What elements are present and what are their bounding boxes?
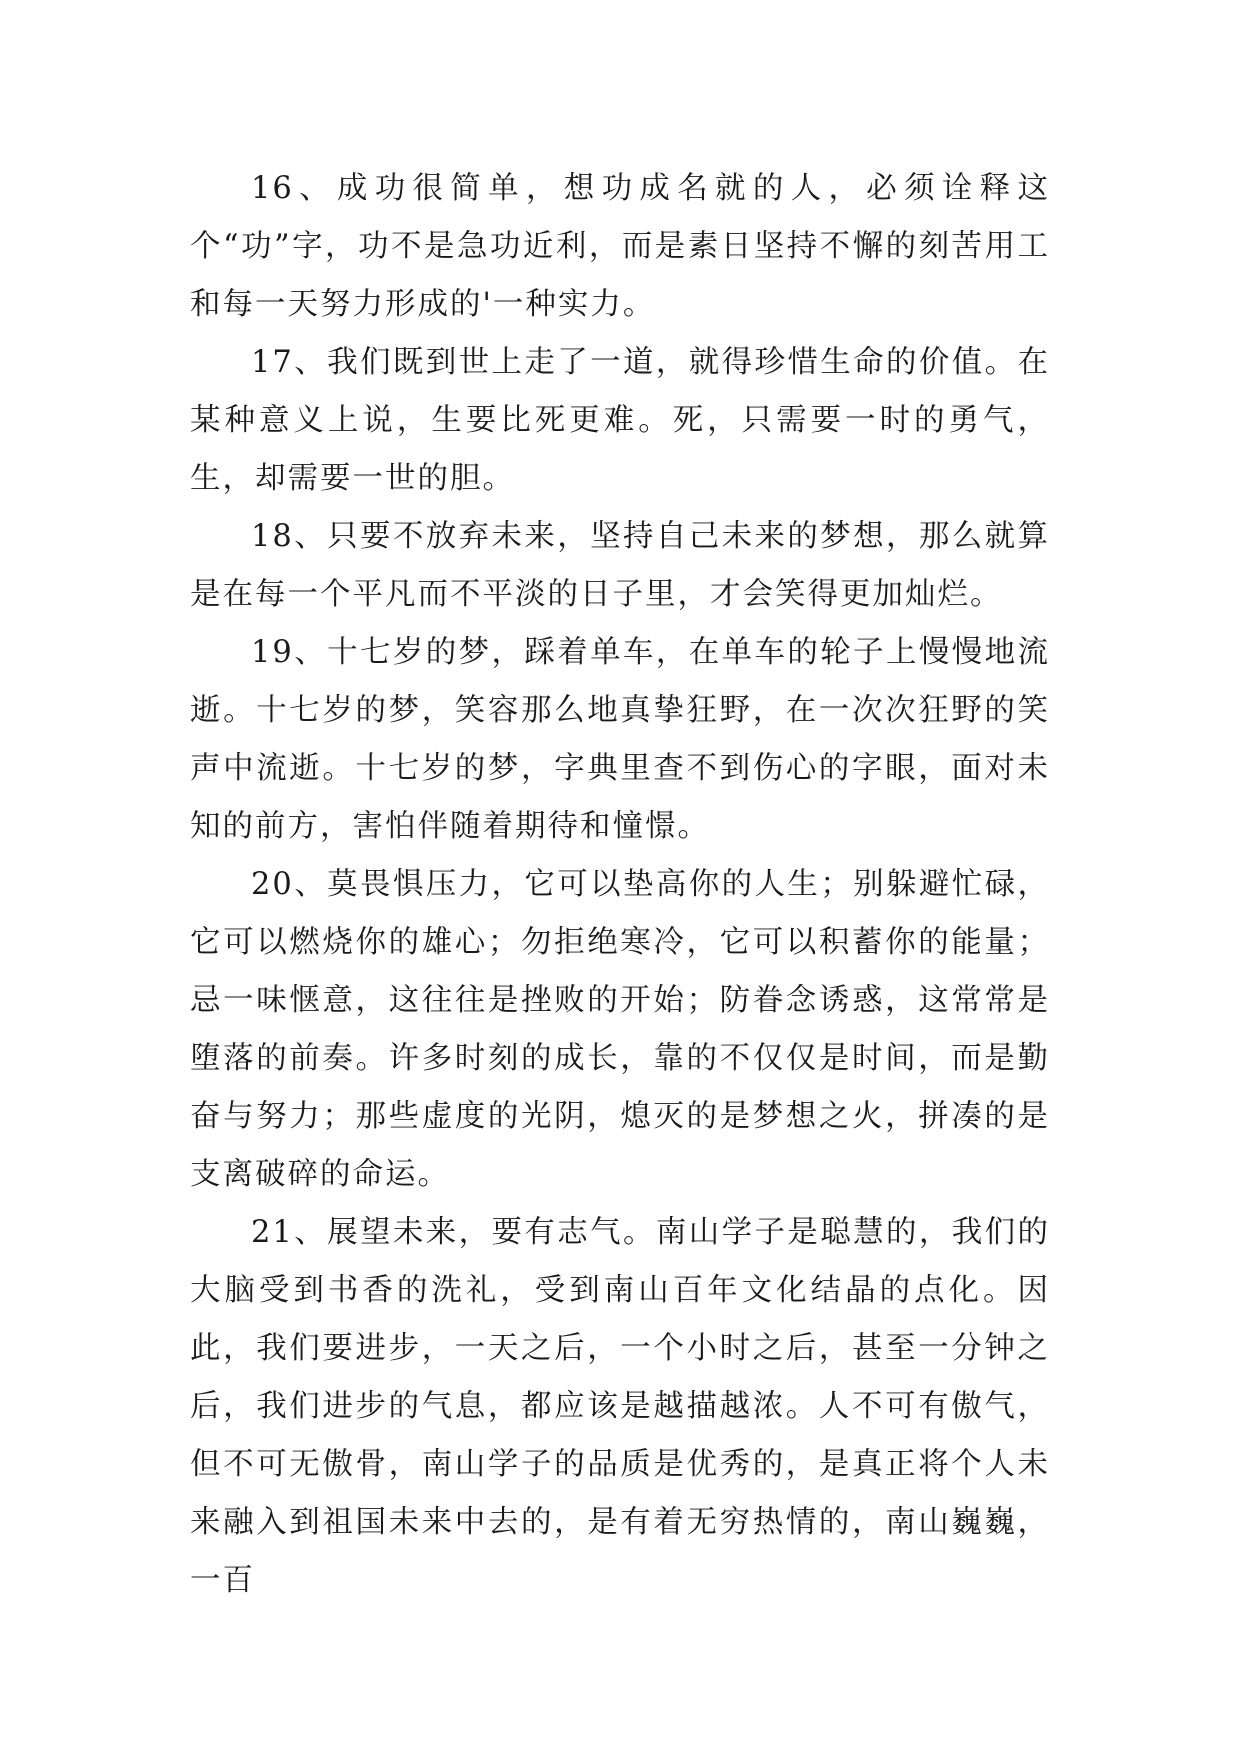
paragraph-18: 18、只要不放弃未来，坚持自己未来的梦想，那么就算是在每一个平凡而不平淡的日子里，才会笑得更加灿烂。 xyxy=(190,519,1050,612)
paragraph-16: 16、成功很简单，想功成名就的人，必须诠释这个“功”字，功不是急功近利，而是素日坚持不懈的刻苦用工和每一天努力形成的'一种实力。 xyxy=(190,171,1050,322)
paragraph-20: 20、莫畏惧压力，它可以垫高你的人生；别躲避忙碌，它可以燃烧你的雄心；勿拒绝寒冷，它可以积蓄你的能量；忌一味惬意，这往往是挫败的开始；防眷念诱惑，这常常是堕落的前奏。许多时刻的成长，靠的不仅仅是时间，而是勤奋与努力；那些虚度的光阴，熄灭的是梦想之火，拼凑的是支离破碎的命运。 xyxy=(190,867,1050,1192)
paragraph-21: 21、展望未来，要有志气。南山学子是聪慧的，我们的大脑受到书香的洗礼，受到南山百年文化结晶的点化。因此，我们要进步，一天之后，一个小时之后，甚至一分钟之后，我们进步的气息，都应该是越描越浓。人不可有傲气，但不可无傲骨，南山学子的品质是优秀的，是真正将个人未来融入到祖国未来中去的，是有着无穷热情的，南山巍巍，一百 xyxy=(190,1215,1050,1598)
document-body xyxy=(190,160,1050,1610)
paragraph-19: 19、十七岁的梦，踩着单车，在单车的轮子上慢慢地流逝。十七岁的梦，笑容那么地真挚狂野，在一次次狂野的笑声中流逝。十七岁的梦，字典里查不到伤心的字眼，面对未知的前方，害怕伴随着期待和憧憬。 xyxy=(190,635,1050,844)
paragraph-17: 17、我们既到世上走了一道，就得珍惜生命的价值。在某种意义上说，生要比死更难。死，只需要一时的勇气，生，却需要一世的胆。 xyxy=(190,345,1050,496)
